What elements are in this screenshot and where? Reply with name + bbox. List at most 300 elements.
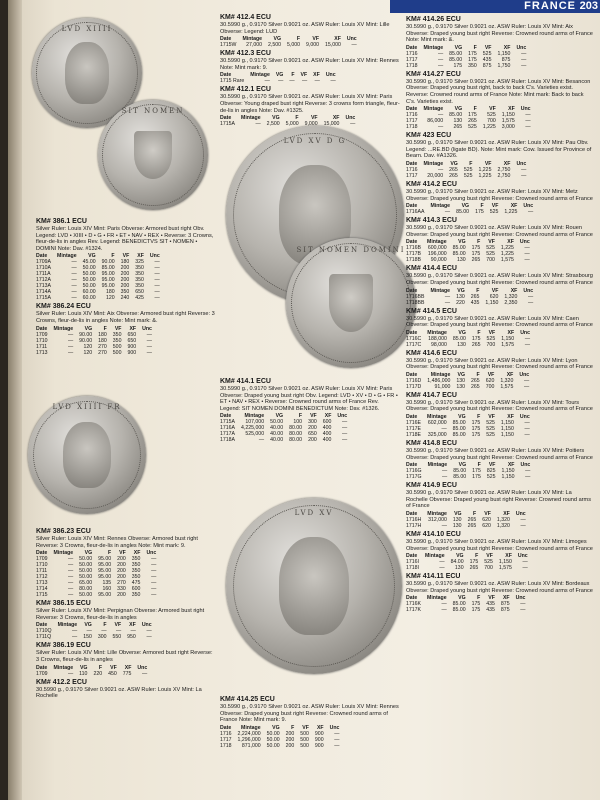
table-cell: 2,750 (497, 172, 511, 179)
table-header-cell: F (298, 413, 303, 420)
catalog-entry (220, 14, 400, 48)
table-cell: — (342, 431, 348, 438)
table-header-cell: Mintage (427, 239, 447, 246)
table-header-cell: Date (220, 413, 232, 420)
table-cell: — (146, 349, 152, 356)
table-cell: 175 (468, 112, 477, 119)
table-cell: 700 (484, 565, 493, 572)
table-cell: 50.00 (266, 730, 280, 737)
table-cell: 871,000 (241, 742, 261, 749)
table-header-cell: F (291, 724, 295, 731)
table-cell: 1,575 (500, 383, 514, 390)
table-cell: — (151, 574, 157, 581)
table-cell: 265 (453, 124, 463, 131)
table-cell: 400 (322, 431, 332, 438)
catalog-entry (406, 350, 594, 390)
table-header-cell: XF (316, 724, 324, 731)
table-cell: — (71, 277, 77, 284)
table-cell: 85.00 (453, 468, 467, 475)
entry-description: 30.5990 g., 0.9170 Silver 0.9021 oz. ASW Ruler: Louis XV Mint: Rouen Obverse: Draped young bust right Reverse: Crowned round arms of France (406, 225, 593, 238)
table-cell: 4,225,000 (241, 425, 265, 432)
table-header-cell: Unc (515, 511, 526, 518)
table-header-cell: VF (110, 664, 117, 671)
table-cell: — (71, 283, 77, 290)
table-cell: 45.00 (82, 259, 96, 266)
table-cell: — (437, 50, 444, 57)
table-header-cell: Date (220, 36, 232, 43)
table-header-cell: VG (84, 325, 93, 332)
table-cell: 200 (120, 271, 130, 278)
table-cell: 175 (471, 420, 481, 427)
table-header-cell: XF (313, 72, 320, 79)
table-cell: 50.00 (79, 562, 93, 569)
table-cell: 100 (293, 419, 303, 426)
table-header-cell: XF (133, 550, 141, 557)
table-cell: 1717 (406, 56, 418, 63)
table-header-cell: VF (114, 325, 122, 332)
table-cell: 85.00 (452, 601, 466, 608)
entry-description: 30.5990 g., 0.9170 Silver 0.9021 oz. ASW Ruler: Louis XV Mint: Tours Obverse: Draped young bust right Reverse: Crowned round arms of France (406, 399, 593, 413)
table-row (406, 124, 534, 130)
table-cell: 130 (452, 523, 462, 530)
catalog-entry (36, 600, 216, 640)
table-cell: 90.00 (79, 337, 93, 344)
table-cell: — (115, 628, 122, 635)
table-cell: 85.00 (452, 420, 466, 427)
mintage-table (36, 253, 163, 301)
section-title: FRANCE (524, 0, 576, 12)
table-header-cell: VG (84, 622, 92, 629)
table-header-cell: XF (332, 115, 340, 122)
table-cell: 1713 (36, 580, 48, 587)
table-header-cell: Date (36, 325, 48, 332)
table-header-cell: VG (272, 115, 280, 122)
table-cell: 650 (127, 337, 137, 344)
table-cell: 1,320 (504, 293, 518, 300)
table-cell: — (525, 124, 531, 131)
table-cell: 180 (105, 289, 115, 296)
table-row (36, 350, 155, 356)
table-cell: 80.00 (289, 425, 303, 432)
catalog-entry (406, 573, 594, 613)
table-cell: — (521, 62, 527, 69)
table-header-cell: VG (88, 253, 96, 260)
table-cell: 80.00 (79, 586, 93, 593)
table-cell: 1714A (36, 289, 52, 296)
catalog-column-left-top (36, 218, 216, 358)
table-cell: 107,000 (245, 419, 265, 426)
table-cell: 1710Q (36, 628, 52, 635)
table-header-cell: VF (489, 106, 496, 113)
table-header-cell: VG (454, 106, 463, 113)
table-cell: 1713 (36, 349, 48, 356)
table-cell: 350 (112, 337, 122, 344)
entry-description: 30.5990 g., 0.9170 Silver 0.9021 oz. ASW Ruler: Louis XV Mint: Strasbourg Obverse: Draped young bust right Reverse: Crowned round arms of France (406, 273, 593, 286)
table-header-cell: VG (458, 414, 466, 421)
table-header-cell: XF (510, 203, 518, 210)
table-cell: — (520, 523, 526, 530)
table-cell: 620 (489, 293, 499, 300)
table-cell: 525 (486, 432, 495, 439)
table-cell: 1718 (406, 124, 418, 131)
catalog-entry (220, 696, 400, 749)
table-header-cell: Unc (149, 253, 160, 260)
catalog-entry (406, 265, 594, 305)
table-cell: 1717B (406, 251, 422, 258)
table-cell: 1716AA (406, 209, 425, 216)
table-cell: 1,225 (478, 166, 492, 173)
table-cell: 1718B (406, 257, 422, 264)
entry-km-number: KM# 414.25 ECU (220, 696, 275, 703)
table-header-cell: F (473, 106, 477, 113)
table-header-cell: Mintage (427, 462, 448, 469)
table-header-cell: VF (488, 239, 495, 246)
table-cell: 85.00 (452, 432, 466, 439)
table-row (406, 300, 536, 306)
entry-description: 30.5990 g., 0.9170 Silver 0.9021 oz. ASW Ruler: Louis XV Mint: La Rochelle (36, 686, 202, 700)
table-header-cell: XF (503, 511, 510, 518)
entry-description: 30.5990 g., 0.9170 Silver 0.9021 oz. ASW Ruler: Louis XV Mint: Besancon Obverse: Draped young bust right, back to back C's. Varieties exist. Reverse: Crowned round arms of France Note: Mint mark: Back to back C's. Varieties exist. (406, 78, 591, 105)
table-cell: 1716 (406, 166, 418, 173)
table-cell: 1,575 (501, 118, 515, 125)
mintage-table (220, 413, 350, 443)
entry-description: Silver Ruler: Louis XIV Mint: Perpignan Obverse: Armored bust right Reverse: 3 Crowns, fleur-de-lis in angles (36, 608, 205, 621)
table-cell: 1,150 (500, 426, 514, 433)
table-cell: 1718A (220, 437, 236, 444)
table-cell: 1718 (220, 742, 232, 749)
table-cell: 1715A (220, 121, 236, 128)
table-cell: 200 (117, 556, 126, 563)
table-cell: 5,000 (287, 42, 301, 49)
table-cell: 90.00 (79, 331, 93, 338)
table-header-cell: Mintage (427, 329, 447, 336)
catalog-entry (406, 217, 594, 263)
table-header-cell: VG (458, 595, 466, 602)
table-cell: 600 (131, 586, 141, 593)
entry-description: 30.5990 g., 0.9170 Silver 0.9021 oz. ASW Ruler: Louis XV Mint: Rennes Note: Mint mark: 9. (220, 58, 399, 71)
table-cell: 200 (308, 425, 317, 432)
table-cell: — (154, 271, 160, 278)
entry-description: 30.5990 g., 0.9170 Silver 0.9021 oz. ASW Ruler: Louis XV Mint: Limoges Obverse: Draped young bust right Reverse: Crowned round arms of France (406, 539, 593, 552)
table-cell: 86,000 (427, 118, 444, 125)
table-cell: 200 (117, 592, 126, 599)
table-header-cell: Unc (345, 115, 356, 122)
table-header-cell: VF (122, 253, 130, 260)
table-cell: 1,320 (496, 517, 510, 524)
table-cell: — (524, 341, 530, 348)
table-header-cell: F (477, 329, 481, 336)
table-cell: 1,320 (496, 523, 510, 530)
table-cell: — (437, 124, 444, 131)
table-cell: 1,150 (498, 559, 512, 566)
entry-km-number: KM# 423 ECU (406, 132, 452, 140)
table-cell: 1,486,000 (427, 377, 451, 384)
table-cell: 50.00 (79, 592, 93, 599)
table-header-cell: VF (491, 287, 499, 294)
table-cell: 95.00 (101, 271, 115, 278)
table-cell: 130 (456, 377, 466, 384)
table-header-cell: XF (334, 36, 341, 43)
table-cell: 1,150 (501, 335, 515, 342)
table-header-cell: F (476, 287, 480, 294)
table-cell: 435 (482, 56, 492, 63)
table-cell: 312,000 (428, 517, 447, 524)
table-cell: — (142, 670, 148, 677)
table-cell: 175 (471, 245, 481, 252)
table-cell: 175 (471, 251, 481, 258)
table-cell: 525 (486, 474, 496, 481)
table-cell: 95.00 (101, 283, 115, 290)
table-cell: 325 (135, 259, 144, 266)
table-header-cell: Date (406, 462, 418, 469)
table-cell: 1,150 (501, 112, 515, 119)
mintage-table (406, 372, 532, 390)
table-header-cell: Mintage (244, 413, 265, 420)
table-cell: 200 (117, 562, 126, 569)
coin-image-louis-xiv-obverse-2: LVD XIIII FR (28, 396, 146, 514)
table-cell: 1711A (36, 271, 51, 278)
table-header-cell: Unc (520, 462, 531, 469)
table-cell: 1,575 (498, 565, 512, 572)
table-cell: 196,000 (427, 251, 447, 258)
table-cell: 475 (131, 580, 141, 587)
catalog-column-middle-middle (220, 378, 400, 445)
table-cell: 875 (500, 607, 510, 614)
table-cell: 1715A (220, 419, 236, 426)
table-cell: — (130, 628, 136, 635)
table-cell: 350 (135, 277, 144, 284)
entry-description: 30.5990 g., 0.9170 Silver 0.9021 oz. ASW Ruler: Louis XV Mint: Paris Obverse: Young draped bust right Reverse: 3 crowns form triangle, fleur-de-lis in angles Note: Dav. #1325. (220, 94, 400, 114)
entry-km-number: KM# 414.1 ECU (220, 378, 271, 385)
table-header-cell: VF (491, 203, 499, 210)
table-header-cell: XF (129, 622, 136, 629)
table-cell: 50.00 (79, 568, 93, 575)
table-cell: 9,000 (306, 42, 319, 49)
table-cell: 1718E (406, 432, 422, 439)
table-cell: 435 (486, 607, 495, 614)
table-cell: 435 (486, 601, 495, 608)
catalog-entry (406, 16, 594, 69)
table-cell: 1718 (406, 62, 418, 69)
table-header-cell: Date (406, 106, 418, 113)
table-header-cell: Unc (337, 413, 348, 420)
table-header-cell: Mintage (430, 203, 451, 210)
table-row (220, 437, 350, 443)
table-cell: 265 (449, 166, 458, 173)
table-header-cell: F (476, 371, 480, 378)
table-cell: 98,000 (431, 341, 447, 348)
table-cell: — (524, 245, 530, 252)
table-header-cell: Date (220, 724, 232, 731)
table-cell: 350 (131, 574, 141, 581)
table-cell: 200 (117, 574, 126, 581)
table-header-cell: Mintage (241, 115, 261, 122)
table-cell: 1711 (36, 343, 48, 350)
table-cell: 2,500 (268, 42, 282, 49)
table-cell: — (437, 166, 444, 173)
table-cell: 1,750 (497, 62, 511, 69)
table-cell: 775 (122, 670, 132, 677)
table-cell: 1709 (36, 556, 48, 563)
table-cell: 875 (482, 62, 492, 69)
table-header-cell: F (477, 462, 481, 469)
catalog-column-right (406, 16, 594, 615)
table-cell: 400 (322, 425, 332, 432)
table-cell: — (522, 559, 528, 566)
table-cell: 1,150 (500, 420, 514, 427)
table-cell: — (154, 265, 160, 272)
table-cell: 265 (469, 565, 479, 572)
table-cell: 1,150 (497, 50, 511, 57)
table-header-cell: Mintage (53, 325, 74, 332)
table-cell: — (151, 562, 157, 569)
table-header-cell: F (107, 550, 112, 557)
catalog-entry (406, 392, 594, 438)
table-cell: — (525, 474, 531, 481)
table-cell: 2,224,000 (237, 730, 261, 737)
table-cell: 900 (127, 349, 137, 356)
table-cell: 80.00 (289, 437, 303, 444)
table-cell: 200 (285, 736, 295, 743)
table-cell: 1718BB (406, 299, 425, 306)
table-cell: 525 (482, 50, 492, 57)
table-cell: — (301, 78, 308, 85)
table-header-cell: Date (36, 622, 48, 629)
table-cell: 1716B (406, 245, 422, 252)
table-cell: — (71, 265, 77, 272)
table-cell: 84.00 (450, 559, 464, 566)
table-header-cell: Unc (519, 414, 530, 421)
table-cell: — (67, 562, 74, 569)
table-cell: — (441, 601, 447, 608)
table-cell: 1717K (406, 607, 422, 614)
table-cell: 1716E (406, 420, 422, 427)
table-cell: 1,150 (500, 432, 514, 439)
mintage-table (406, 239, 533, 263)
table-header-cell: VF (302, 724, 309, 731)
table-cell: 1717E (406, 426, 422, 433)
table-row (220, 78, 339, 84)
table-cell: 1,225 (504, 209, 518, 216)
table-cell: 1,150 (485, 299, 499, 306)
table-cell: — (314, 78, 320, 85)
table-cell: 110 (79, 670, 88, 677)
table-cell: — (439, 559, 445, 566)
entry-km-number: KM# 414.8 ECU (406, 440, 457, 448)
table-header-cell: Mintage (427, 414, 447, 421)
table-cell: 200 (120, 265, 130, 272)
table-header-cell: VG (458, 239, 466, 246)
table-cell: 188,000 (428, 335, 447, 342)
table-header-cell: VG (458, 462, 467, 469)
table-cell: 602,000 (427, 420, 447, 427)
table-cell: 1,296,000 (237, 736, 261, 743)
table-cell: — (71, 271, 77, 278)
table-cell: 700 (487, 118, 496, 125)
table-header-cell: XF (507, 462, 515, 469)
table-cell: — (342, 425, 348, 432)
table-cell: 1714 (36, 586, 48, 593)
table-cell: 2,350 (504, 299, 518, 306)
table-cell: 175 (472, 474, 481, 481)
table-cell: 130 (456, 293, 465, 300)
table-cell: 1,225 (500, 251, 514, 258)
table-cell: 1717C (406, 341, 422, 348)
table-cell: 175 (475, 209, 484, 216)
table-cell: 50.00 (82, 283, 96, 290)
entry-description: 30.5990 g., 0.9170 Silver 0.9021 oz. ASW Ruler: Louis XV Mint: Aix Obverse: Draped young bust right Reverse: Crowned round arms of France Note: Mint mark: &. (406, 24, 593, 44)
table-cell: 1710 (36, 337, 48, 344)
table-header-cell: Unc (520, 329, 530, 336)
table-cell: 525,000 (245, 431, 265, 438)
table-row (406, 607, 528, 613)
table-cell: — (146, 628, 152, 635)
catalog-column-left-bottom (36, 528, 216, 701)
table-cell: — (437, 112, 444, 119)
table-row (36, 634, 155, 640)
table-cell: 265 (471, 383, 480, 390)
table-cell: 1716K (406, 601, 422, 608)
table-cell: 120 (83, 349, 93, 356)
table-row (406, 173, 529, 179)
mintage-table (406, 553, 531, 571)
table-cell: 1709A (36, 259, 52, 266)
table-header-cell: Unc (329, 724, 340, 731)
catalog-column-middle-top (220, 14, 400, 129)
table-header-cell: Mintage (250, 72, 270, 79)
table-cell: — (521, 166, 527, 173)
table-cell: 85.00 (101, 265, 115, 272)
table-cell: 200 (285, 730, 295, 737)
table-header-cell: VF (310, 115, 318, 122)
table-cell: — (154, 259, 160, 266)
table-cell: — (72, 628, 78, 635)
table-header-cell: Unc (519, 239, 530, 246)
table-cell: 500 (300, 742, 309, 749)
table-cell: — (520, 517, 526, 524)
table-cell: 525 (487, 112, 496, 119)
mintage-table (220, 725, 342, 749)
table-cell: 525 (463, 172, 473, 179)
table-cell: — (441, 523, 447, 530)
table-cell: — (278, 78, 284, 85)
table-cell: 1,575 (500, 257, 514, 264)
table-cell: 1718I (406, 565, 419, 572)
table-header-cell: VG (275, 72, 284, 79)
table-cell: — (350, 121, 356, 128)
table-cell: 525 (484, 559, 493, 566)
table-header-cell: VF (488, 595, 495, 602)
table-cell: 1717D (406, 383, 422, 390)
entry-km-number: KM# 414.4 ECU (406, 265, 457, 273)
table-cell: 1716G (406, 468, 422, 475)
table-cell: 1717 (220, 736, 232, 743)
table-cell: 900 (314, 742, 324, 749)
table-cell: — (67, 592, 74, 599)
table-cell: 220 (456, 299, 465, 306)
table-cell: 90,000 (430, 257, 447, 264)
entry-description: 30.5990 g., 0.9170 Silver 0.9021 oz. ASW Ruler: Louis XV Mint: La Rochelle Obverse: Draped young bust right Reverse: Crowned round arms of France (406, 490, 591, 510)
table-cell: 270 (117, 580, 126, 587)
table-cell: — (521, 56, 527, 63)
table-header-cell: F (291, 72, 295, 79)
table-cell: 600 (322, 419, 332, 426)
table-cell: 265 (468, 118, 477, 125)
table-header-cell: VG (273, 36, 282, 43)
table-cell: 85.00 (452, 245, 466, 252)
table-cell: 40.00 (270, 431, 284, 438)
table-header-cell: F (477, 414, 481, 421)
